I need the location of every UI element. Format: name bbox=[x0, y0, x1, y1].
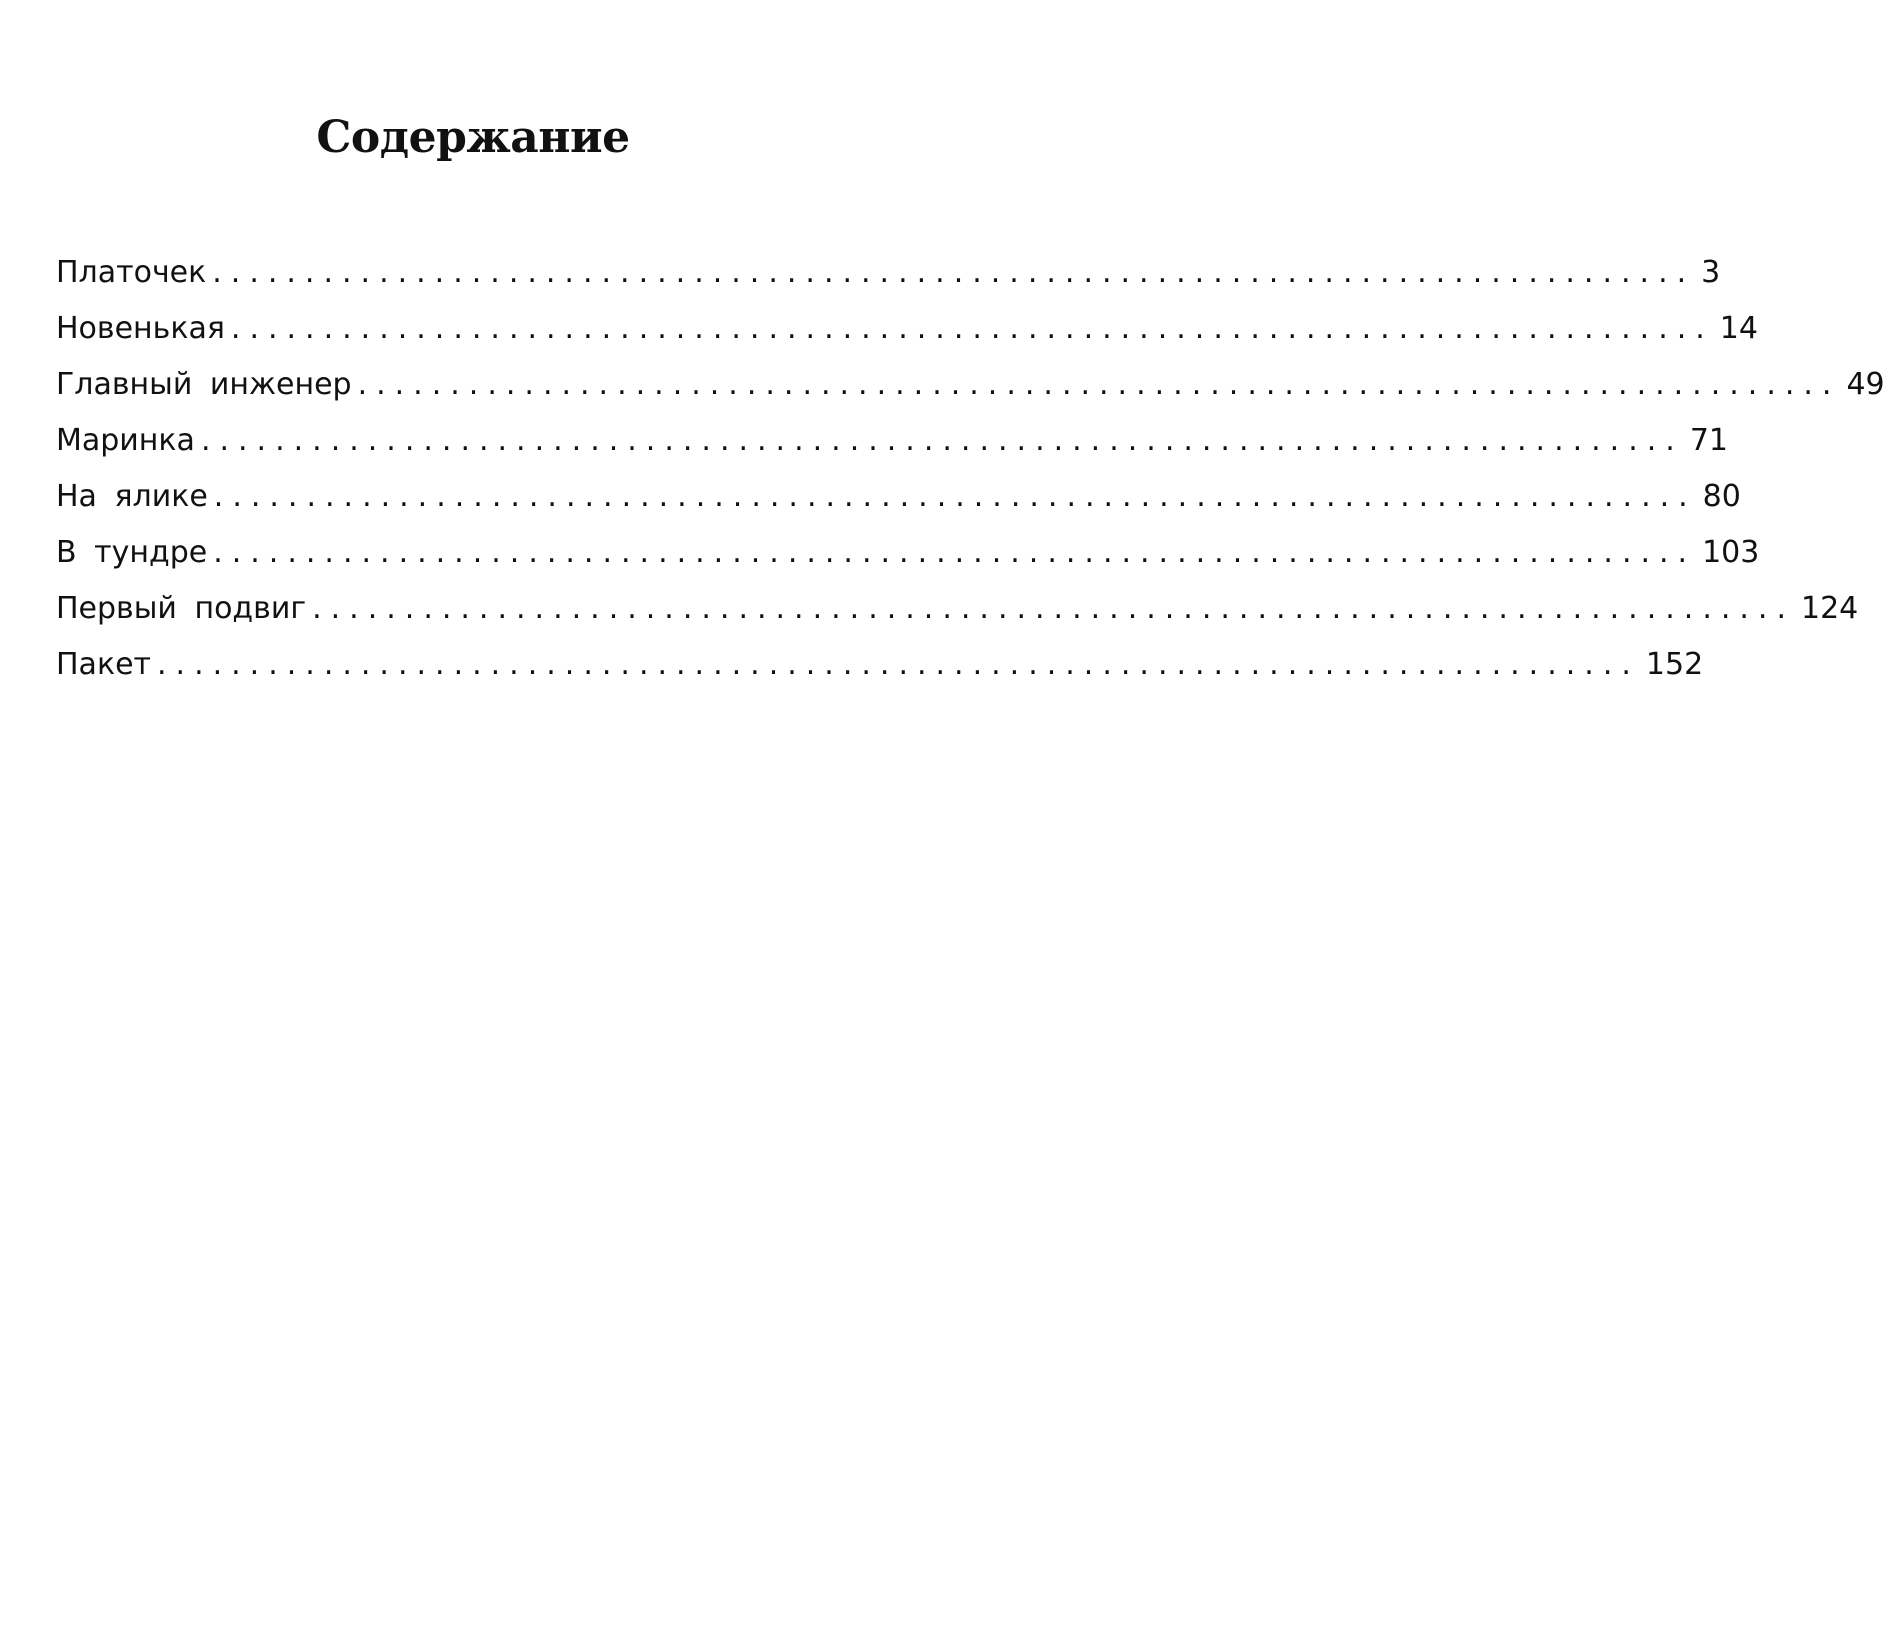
toc-entry-title: В тундре bbox=[56, 535, 208, 570]
toc-entry bbox=[56, 301, 1758, 357]
toc-entry-page: 3 bbox=[1701, 255, 1721, 290]
dot-leader: ................................................................................ bbox=[157, 647, 1640, 682]
dot-leader: ................................................................................ bbox=[212, 255, 1696, 290]
toc-entry-title: Маринка bbox=[56, 423, 195, 458]
dot-leader: ................................................................................ bbox=[213, 479, 1697, 514]
toc-entry-title: Новенькая bbox=[56, 311, 225, 346]
toc-entry-page: 71 bbox=[1689, 423, 1729, 458]
toc-entry-page: 80 bbox=[1702, 479, 1741, 514]
toc-entry bbox=[56, 245, 1721, 301]
toc-entry-page: 124 bbox=[1801, 591, 1859, 626]
toc-entry-title: Платочек bbox=[56, 255, 207, 290]
toc-entry bbox=[56, 637, 1704, 693]
toc-entry-title: Главный инженер bbox=[56, 367, 352, 402]
toc-entry-title: На ялике bbox=[56, 479, 208, 514]
table-of-contents bbox=[56, 245, 1885, 693]
toc-entry-page: 152 bbox=[1645, 647, 1704, 682]
toc-entry-page: 14 bbox=[1719, 311, 1758, 346]
dot-leader: ................................................................................ bbox=[357, 367, 1841, 402]
toc-entry bbox=[56, 413, 1729, 469]
page-title: Содержание bbox=[316, 112, 630, 163]
dot-leader: ................................................................................ bbox=[230, 311, 1714, 346]
toc-entry bbox=[56, 469, 1741, 525]
toc-entry-page: 49 bbox=[1846, 367, 1885, 402]
toc-entry bbox=[56, 357, 1885, 413]
toc-entry bbox=[56, 525, 1760, 581]
dot-leader: ................................................................................ bbox=[213, 535, 1697, 570]
dot-leader: ................................................................................ bbox=[200, 423, 1684, 458]
toc-entry-page: 103 bbox=[1702, 535, 1760, 570]
toc-entry-title: Первый подвиг bbox=[56, 591, 307, 626]
toc-entry bbox=[56, 581, 1859, 637]
toc-entry-title: Пакет bbox=[56, 647, 151, 682]
dot-leader: ................................................................................ bbox=[312, 591, 1795, 626]
